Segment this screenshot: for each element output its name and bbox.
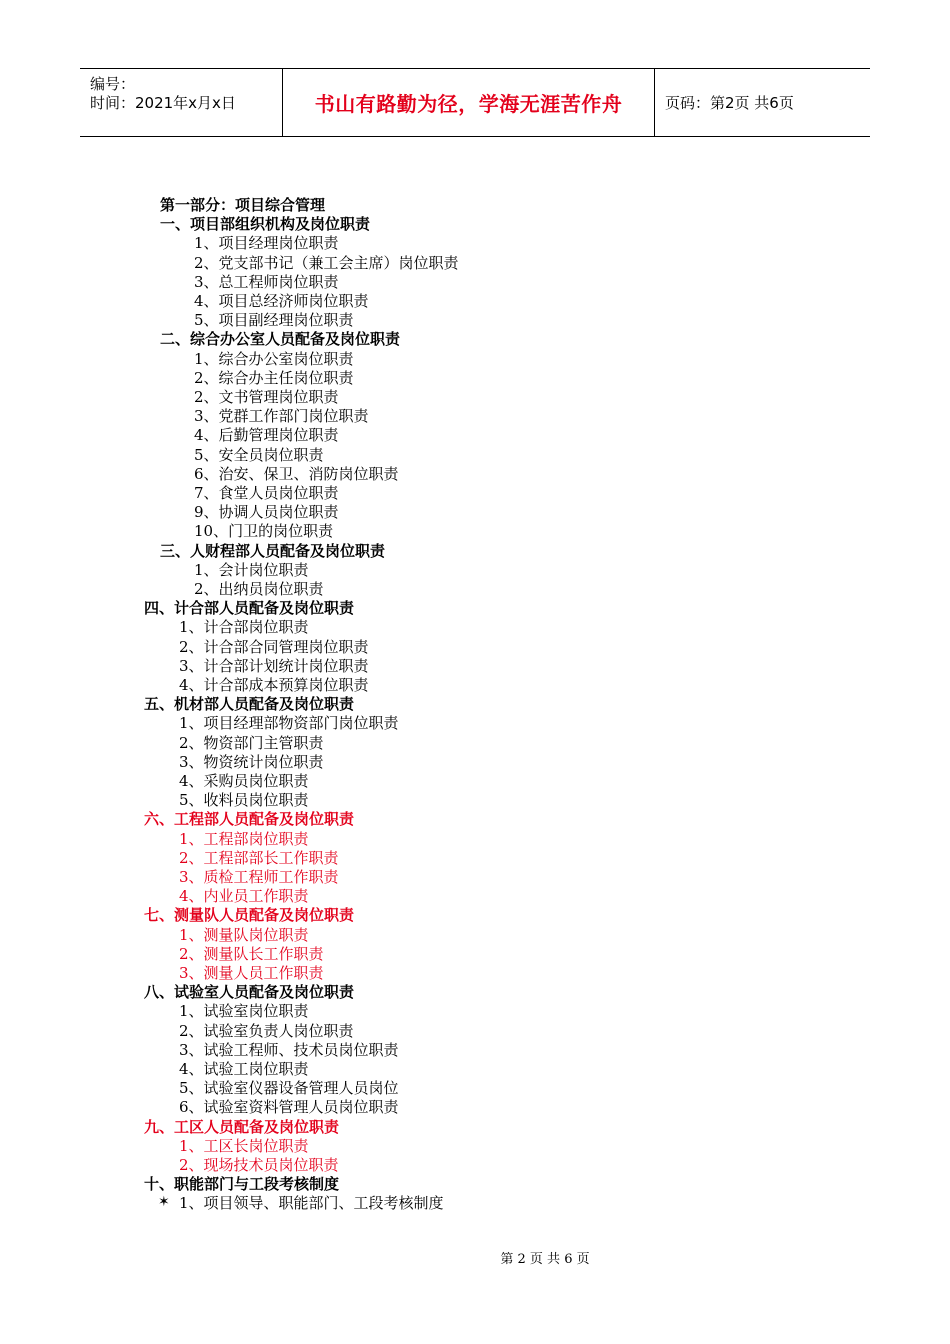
toc-item: 5、试验室仪器设备管理人员岗位 xyxy=(179,1079,399,1098)
toc-item: 2、计合部合同管理岗位职责 xyxy=(179,637,369,656)
toc-item: 3、党群工作部门岗位职责 xyxy=(194,407,369,426)
toc-item: 4、内业员工作职责 xyxy=(179,887,309,906)
toc-item: 1、项目经理部物资部门岗位职责 xyxy=(179,714,399,733)
toc-item: 2、工程部部长工作职责 xyxy=(179,848,339,867)
toc-item: 2、文书管理岗位职责 xyxy=(194,388,339,406)
toc-item: 1、工区长岗位职责 xyxy=(179,1136,309,1155)
toc-item: 1、工程部岗位职责 xyxy=(179,829,309,848)
header-motto xyxy=(283,69,655,136)
toc-item: 4、采购员岗位职责 xyxy=(179,772,309,790)
page-label: 页码：第2页 共6页 xyxy=(665,94,794,112)
section-heading: 三、人财程部人员配备及岗位职责 xyxy=(160,541,386,560)
toc-item: 3、测量人员工作职责 xyxy=(179,964,324,982)
section-heading: 十、职能部门与工段考核制度 xyxy=(144,1175,340,1194)
toc-item: 6、试验室资料管理人员岗位职责 xyxy=(179,1098,399,1117)
toc-item: 1、会计岗位职责 xyxy=(194,560,309,579)
toc-item: 2、现场技术员岗位职责 xyxy=(179,1156,339,1174)
section-heading: 九、工区人员配备及岗位职责 xyxy=(144,1117,340,1136)
toc-item: 4、项目总经济师岗位职责 xyxy=(194,292,369,310)
part-title: 第一部分：项目综合管理 xyxy=(160,196,326,214)
toc-item: 9、协调人员岗位职责 xyxy=(194,503,339,522)
footer-page-number: 第 2 页 共 6 页 xyxy=(500,1252,590,1267)
toc-item: 2、党支部书记（兼工会主席）岗位职责 xyxy=(194,253,459,272)
toc-item: 4、试验工岗位职责 xyxy=(179,1060,309,1078)
toc-item: 6、治安、保卫、消防岗位职责 xyxy=(194,464,399,483)
toc-item: 5、安全员岗位职责 xyxy=(194,445,324,464)
date-label: 时间：2021年x月x日 xyxy=(90,94,236,112)
toc-item: 10、门卫的岗位职责 xyxy=(194,522,334,541)
toc-item: 1、计合部岗位职责 xyxy=(179,618,309,637)
section-heading: 二、综合办公室人员配备及岗位职责 xyxy=(160,330,401,349)
toc-item: 2、物资部门主管职责 xyxy=(179,733,324,752)
page-footer xyxy=(0,1248,950,1267)
toc-item: 3、质检工程师工作职责 xyxy=(179,868,339,886)
toc-item: 4、计合部成本预算岗位职责 xyxy=(179,676,369,694)
header-meta xyxy=(80,69,283,136)
section-heading: 八、试验室人员配备及岗位职责 xyxy=(144,983,355,1002)
section-heading: 七、测量队人员配备及岗位职责 xyxy=(144,906,355,925)
page-header xyxy=(80,68,870,137)
toc-item: 2、综合办主任岗位职责 xyxy=(194,368,354,387)
toc-item: 2、试验室负责人岗位职责 xyxy=(179,1021,354,1040)
toc-item: 7、食堂人员岗位职责 xyxy=(194,484,339,502)
section-heading: 四、计合部人员配备及岗位职责 xyxy=(144,599,355,618)
toc-item: 1、测量队岗位职责 xyxy=(179,925,309,944)
toc-item: 1、综合办公室岗位职责 xyxy=(194,349,354,368)
header-page xyxy=(655,69,870,136)
toc-item: 2、测量队长工作职责 xyxy=(179,944,324,963)
toc-item: 3、试验工程师、技术员岗位职责 xyxy=(179,1040,399,1059)
section-heading: 六、工程部人员配备及岗位职责 xyxy=(144,810,355,829)
toc-item: 1、项目领导、职能部门、工段考核制度 xyxy=(179,1194,444,1213)
section-heading: 一、项目部组织机构及岗位职责 xyxy=(160,215,371,234)
toc-item: 2、出纳员岗位职责 xyxy=(194,580,324,598)
number-label: 编号： xyxy=(90,75,136,93)
toc-item: 4、后勤管理岗位职责 xyxy=(194,426,339,445)
motto-text: 书山有路勤为径，学海无涯苦作舟 xyxy=(314,92,623,116)
toc-item: 1、试验室岗位职责 xyxy=(179,1002,309,1021)
toc-item: 5、项目副经理岗位职责 xyxy=(194,311,354,330)
toc-item: 1、项目经理岗位职责 xyxy=(194,234,339,253)
toc-item: 3、总工程师岗位职责 xyxy=(194,272,339,291)
toc-item: 3、物资统计岗位职责 xyxy=(179,752,324,771)
toc-item: 5、收料员岗位职责 xyxy=(179,791,309,810)
toc-item: 3、计合部计划统计岗位职责 xyxy=(179,656,369,675)
star-icon: ✶ xyxy=(158,1194,170,1211)
section-heading: 五、机材部人员配备及岗位职责 xyxy=(144,695,355,714)
